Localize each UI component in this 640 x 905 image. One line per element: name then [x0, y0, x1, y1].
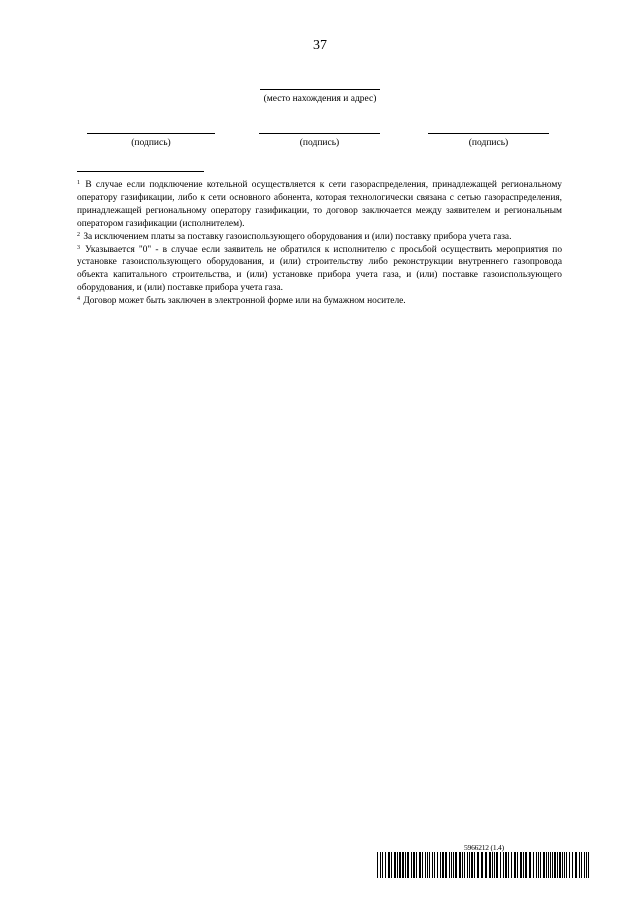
- signature-caption-2: (подпись): [299, 138, 340, 148]
- footnote-text-2: За исключением платы за поставку газоиспользующего оборудования и (или) поставку прибора учета газа.: [83, 231, 512, 242]
- page-number: 37: [313, 38, 327, 53]
- signature-line-2: [259, 133, 380, 134]
- barcode-icon: [377, 852, 589, 878]
- footnote-mark-4: 4: [77, 296, 80, 303]
- footnote-3: [77, 244, 562, 296]
- address-signature-line: [260, 89, 380, 90]
- address-caption: (место нахождения и адрес): [263, 94, 377, 104]
- footnote-1: [77, 179, 562, 231]
- footnotes-section: [77, 179, 562, 308]
- footnote-text-4: Договор может быть заключен в электронной форме или на бумажном носителе.: [83, 296, 406, 307]
- footnote-text-3: Указывается "0" - в случае если заявитель не обратился к исполнителю с просьбой осуществить мероприятия по установке газоиспользующего оборудования, и (или) строительству либо реконструкции внутреннего газопровода объекта капитального строительства, и (или) установке прибора учета газа, и (или) поставке газоиспользующего оборудования, и (или) поставке прибора учета газа.: [77, 244, 563, 294]
- footnote-4: [77, 295, 562, 308]
- footnote-mark-1: 1: [77, 180, 80, 186]
- signature-caption-1: (подпись): [131, 138, 171, 148]
- signature-line-3: [428, 133, 549, 134]
- footnote-2: [77, 231, 562, 244]
- footnote-mark-3: 3: [77, 244, 80, 251]
- document-code: 5966212 (1.4): [464, 843, 504, 852]
- signature-caption-3: (подпись): [468, 138, 509, 148]
- signature-line-1: [87, 133, 215, 134]
- footnote-separator: [77, 171, 204, 172]
- footnote-mark-2: 2: [77, 231, 80, 238]
- footnote-text-1: В случае если подключение котельной осуществляется к сети газораспределения, принадлежащей региональному оператору газификации, либо к сети основного абонента, которая технологически связана с сетью газораспределения, принадлежащей региональному оператору газификации, то договор заключается между заявителем и региональным оператором газификации (исполнителем).: [77, 180, 562, 229]
